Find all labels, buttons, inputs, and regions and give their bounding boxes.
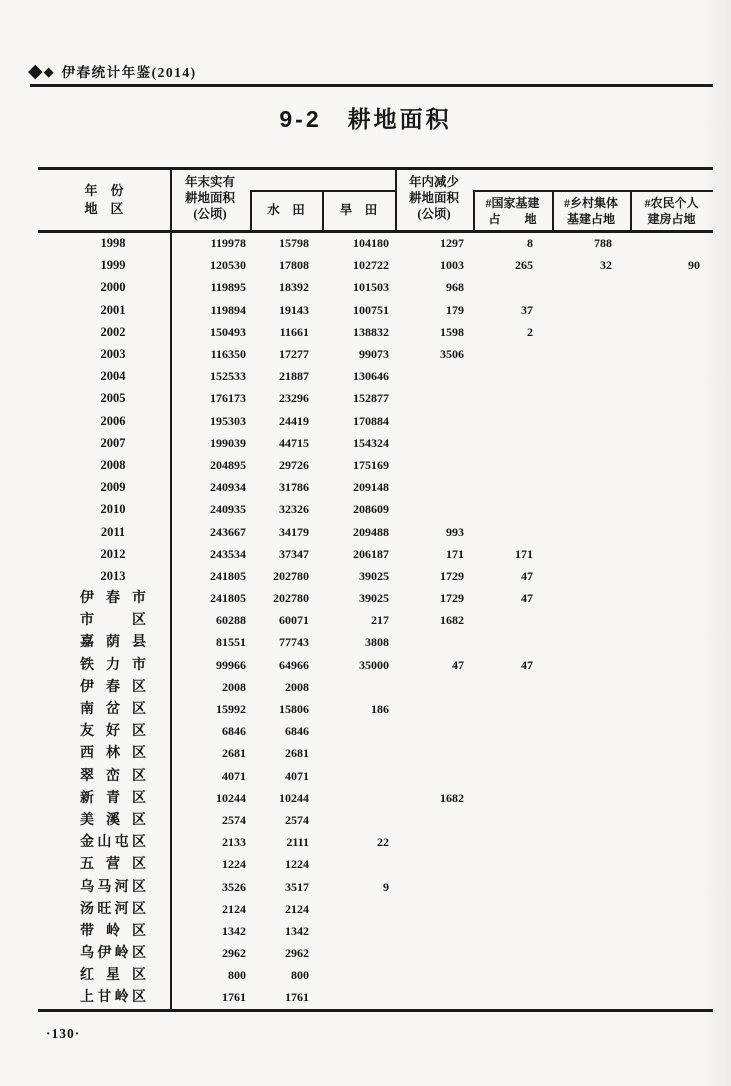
row-label [38,436,170,451]
breakdown-group-border [473,190,713,192]
cell-paddy: 60071 [279,613,309,628]
row-label-text: 乌马河区 [80,879,146,895]
cell-dry: 206187 [353,546,389,561]
table-row [38,943,713,965]
table-top-border [38,167,713,170]
table-row [38,654,713,676]
cell-end-area: 199039 [210,435,246,450]
row-label [38,591,170,606]
cell-paddy: 11661 [279,324,309,339]
cell-end-area: 800 [228,968,246,983]
header-reduced-line2: 耕地面积 [408,191,459,205]
cell-dry: 35000 [359,657,389,672]
cell-state-construction: 2 [527,324,533,339]
cell-end-area: 150493 [210,324,246,339]
cell-end-area: 204895 [210,457,246,472]
cell-end-area: 241805 [210,591,246,606]
header-rural-collective [552,195,630,227]
cell-end-area: 2962 [222,946,246,961]
cell-dry: 154324 [353,435,389,450]
cell-end-area: 195303 [210,413,246,428]
table-row [38,920,713,942]
cell-end-area: 119978 [210,236,246,251]
header-rule [30,84,713,87]
cell-end-area: 6846 [222,724,246,739]
cultivated-land-table [38,167,713,1013]
header-end-area-unit: (公顷) [193,207,227,221]
table-row [38,743,713,765]
row-label [38,857,170,872]
row-label-text: 2003 [100,347,126,362]
header-end-area [172,174,248,222]
cell-state-construction: 47 [521,568,533,583]
cell-paddy: 37347 [279,546,309,561]
row-label [38,458,170,473]
cell-rural-collective: 788 [594,236,612,251]
row-label [38,569,170,584]
cell-paddy: 34179 [279,524,309,539]
cell-dry: 104180 [353,236,389,251]
cell-end-area: 241805 [210,568,246,583]
table-row [38,388,713,410]
table-row [38,965,713,987]
row-label-text: 1999 [100,258,126,273]
cell-end-area: 2124 [222,901,246,916]
page-number: ·130· [46,1026,81,1041]
row-label-text: 2001 [100,302,126,317]
cell-paddy: 6846 [285,724,309,739]
row-label-text: 伊春市 [80,591,146,607]
cell-end-area: 119894 [210,302,246,317]
cell-paddy: 800 [291,968,309,983]
cell-paddy: 10244 [279,790,309,805]
table-row [38,277,713,299]
cell-paddy: 1342 [285,923,309,938]
cell-end-area: 120530 [210,258,246,273]
cell-paddy: 77743 [279,635,309,650]
cell-end-area: 2681 [222,746,246,761]
cell-end-area: 60288 [216,613,246,628]
row-label [38,480,170,495]
table-row [38,521,713,543]
table-row [38,698,713,720]
cell-paddy: 15798 [279,236,309,251]
cell-dry: 22 [377,835,389,850]
table-row [38,832,713,854]
cell-state-construction: 47 [521,657,533,672]
table-row [38,565,713,587]
cell-dry: 3808 [365,635,389,650]
row-label-text: 嘉荫县 [80,635,146,651]
cell-end-area: 243534 [210,546,246,561]
row-label-text: 上甘岭区 [80,990,146,1006]
row-label [38,990,170,1005]
cell-end-area: 1224 [222,857,246,872]
row-label-text: 友好区 [80,724,146,740]
row-label [38,325,170,340]
row-label-text: 新青区 [80,790,146,806]
header-end-area-line2: 耕地面积 [184,191,235,205]
cell-dry: 39025 [359,591,389,606]
row-label [38,236,170,251]
table-row [38,410,713,432]
header-reduced-unit: (公顷) [417,207,451,221]
header-state-line1: #国家基建 [485,196,540,210]
header-rural-line2: 基建占地 [566,212,615,226]
cell-paddy: 17277 [279,347,309,362]
table-row [38,366,713,388]
cell-dry: 138832 [353,324,389,339]
row-label-text: 翠峦区 [80,768,146,784]
header-farmer-line1: #农民个人 [644,196,699,210]
cell-end-area: 4071 [222,768,246,783]
table-bottom-border [38,1009,713,1012]
row-label [38,658,170,673]
cell-reduced: 1003 [440,258,464,273]
row-label [38,369,170,384]
table-row [38,321,713,343]
row-label-text: 伊春区 [80,679,146,695]
cell-state-construction: 171 [515,546,533,561]
header-farmer-individual [630,195,713,227]
cell-paddy: 1761 [285,990,309,1005]
table-row [38,454,713,476]
cell-dry: 130646 [353,369,389,384]
header-end-area-line1: 年末实有 [184,175,235,189]
row-label-text: 乌伊岭区 [80,946,146,962]
cell-end-area: 81551 [216,635,246,650]
cell-state-construction: 37 [521,302,533,317]
running-header [28,58,197,84]
cell-end-area: 119895 [210,280,246,295]
cell-paddy: 2008 [285,679,309,694]
row-label [38,502,170,517]
table-row [38,233,713,255]
cell-reduced: 1598 [440,324,464,339]
table-row [38,809,713,831]
row-label-text: 2011 [100,524,126,539]
row-label-text: 2005 [100,391,126,406]
row-label [38,968,170,983]
row-label [38,391,170,406]
row-label [38,303,170,318]
header-paddy-field: 水 田 [267,203,305,217]
row-label-text: 2012 [100,546,126,561]
table-row [38,343,713,365]
cell-state-construction: 265 [515,258,533,273]
cell-end-area: 2133 [222,835,246,850]
header-dry-field: 旱 田 [339,203,378,217]
header-region-line: 地 区 [84,201,124,216]
row-label-text: 2009 [100,480,126,495]
row-label-text: 带岭区 [80,923,146,939]
cell-paddy: 15806 [279,702,309,717]
cell-dry: 100751 [353,302,389,317]
cell-paddy: 24419 [279,413,309,428]
row-label [38,525,170,540]
table-row [38,299,713,321]
table-row [38,610,713,632]
row-label [38,946,170,961]
cell-dry: 102722 [353,258,389,273]
table-row [38,787,713,809]
table-row [38,765,713,787]
cell-paddy: 29726 [279,457,309,472]
cell-paddy: 2574 [285,812,309,827]
row-label-text: 1998 [100,236,126,251]
cell-end-area: 3526 [222,879,246,894]
cell-reduced: 968 [446,280,464,295]
cell-end-area: 10244 [216,790,246,805]
row-label [38,258,170,273]
cell-dry: 217 [371,613,389,628]
cell-paddy: 44715 [279,435,309,450]
table-row [38,543,713,565]
table-row [38,898,713,920]
row-label [38,414,170,429]
cell-dry: 175169 [353,457,389,472]
table-row [38,255,713,277]
row-label [38,613,170,628]
cell-paddy: 4071 [285,768,309,783]
cell-dry: 39025 [359,568,389,583]
row-label-text: 2006 [100,413,126,428]
row-label-text: 2010 [100,502,126,517]
table-row [38,676,713,698]
table-row [38,477,713,499]
cell-paddy: 21887 [279,369,309,384]
table-row [38,432,713,454]
cell-farmer-individual: 90 [688,258,700,273]
cell-end-area: 1761 [222,990,246,1005]
cell-end-area: 116350 [210,347,246,362]
row-label [38,835,170,850]
cell-dry: 152877 [353,391,389,406]
cell-dry: 209148 [353,480,389,495]
header-year-line: 年 份 [84,183,124,198]
cell-dry: 9 [383,879,389,894]
row-label [38,724,170,739]
cell-rural-collective: 32 [600,258,612,273]
row-label-text: 红星区 [80,968,146,984]
cell-reduced: 171 [446,546,464,561]
cell-end-area: 243667 [210,524,246,539]
diamond-icon: ◆ [43,63,54,79]
row-label-text: 2007 [100,435,126,450]
row-label [38,702,170,717]
table-row [38,876,713,898]
row-label-text: 五营区 [80,857,146,873]
row-label-text: 2004 [100,369,126,384]
cell-dry: 186 [371,702,389,717]
table-row [38,499,713,521]
table-body [38,233,713,1010]
cell-end-area: 240934 [210,480,246,495]
page-title: 9-2 耕地面积 [279,106,452,132]
header-year-region [38,182,170,218]
cell-reduced: 179 [446,302,464,317]
cell-dry: 101503 [353,280,389,295]
cell-end-area: 99966 [216,657,246,672]
header-reduced-area [395,174,473,222]
row-label [38,813,170,828]
row-label-text: 汤旺河区 [80,901,146,917]
cell-paddy: 202780 [273,568,309,583]
row-label-text: 2002 [100,324,126,339]
table-row [38,854,713,876]
row-label-text: 金山屯区 [80,835,146,851]
cell-paddy: 23296 [279,391,309,406]
cell-paddy: 18392 [279,280,309,295]
cell-end-area: 2008 [222,679,246,694]
row-label [38,280,170,295]
cell-paddy: 2681 [285,746,309,761]
cell-reduced: 1297 [440,236,464,251]
table-row [38,987,713,1009]
header-rural-line1: #乡村集体 [563,196,618,210]
cell-reduced: 1729 [440,568,464,583]
cell-reduced: 3506 [440,347,464,362]
row-label-text: 美溪区 [80,812,146,828]
row-label [38,635,170,650]
cell-paddy: 32326 [279,502,309,517]
row-label [38,746,170,761]
row-label [38,347,170,362]
cell-paddy: 31786 [279,480,309,495]
row-label-text: 南岔区 [80,702,146,718]
cell-reduced: 993 [446,524,464,539]
cell-end-area: 1342 [222,923,246,938]
row-label [38,924,170,939]
cell-paddy: 19143 [279,302,309,317]
cell-reduced: 1682 [440,613,464,628]
header-state-line2: 占 地 [488,212,537,226]
cell-end-area: 176173 [210,391,246,406]
row-label [38,547,170,562]
cell-paddy: 202780 [273,591,309,606]
cell-dry: 170884 [353,413,389,428]
cell-dry: 208609 [353,502,389,517]
cell-dry: 209488 [353,524,389,539]
cell-state-construction: 47 [521,591,533,606]
cell-paddy: 2962 [285,946,309,961]
cell-paddy: 2124 [285,901,309,916]
cell-paddy: 17808 [279,258,309,273]
cell-end-area: 240935 [210,502,246,517]
table-row [38,721,713,743]
row-label-text: 西林区 [80,746,146,762]
cell-state-construction: 8 [527,236,533,251]
cell-paddy: 3517 [285,879,309,894]
cell-end-area: 2574 [222,812,246,827]
table-row [38,588,713,610]
row-label [38,880,170,895]
row-label-text: 2000 [100,280,126,295]
header-state-construction [473,195,552,227]
header-farmer-line2: 建房占地 [647,212,696,226]
row-label-text: 铁力市 [80,657,146,673]
cell-reduced: 47 [452,657,464,672]
cell-paddy: 64966 [279,657,309,672]
row-label-text: 2013 [100,568,126,583]
header-reduced-line1: 年内减少 [408,175,459,189]
cell-end-area: 15992 [216,702,246,717]
row-label-text: 市区 [80,613,146,629]
cell-reduced: 1682 [440,790,464,805]
cell-paddy: 2111 [286,835,309,850]
row-label-text: 2008 [100,457,126,472]
row-label [38,680,170,695]
cell-dry: 99073 [359,347,389,362]
row-label [38,902,170,917]
cell-end-area: 152533 [210,369,246,384]
cell-reduced: 1729 [440,591,464,606]
yearbook-name: 伊春统计年鉴(2014) [61,65,197,80]
row-label [38,791,170,806]
row-label [38,769,170,784]
table-row [38,632,713,654]
cell-paddy: 1224 [285,857,309,872]
diamond-icon: ◆ [28,60,43,82]
